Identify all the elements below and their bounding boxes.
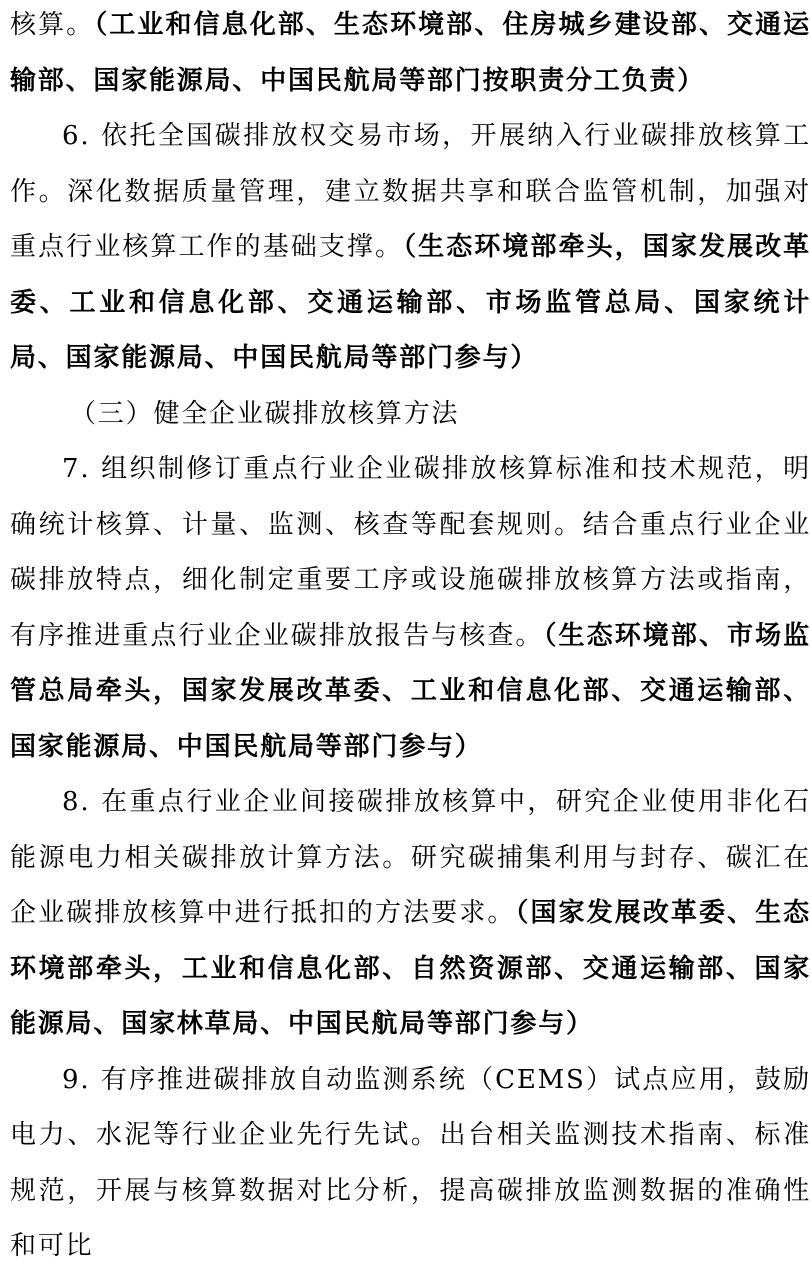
paragraph-responsibility: （国家发展改革委、生态环境部牵头，工业和信息化部、自然资源部、交通运输部、国家能源局、国家林草局、中国民航局等部门参与） bbox=[10, 898, 811, 1039]
paragraph-text: 核算。 bbox=[10, 10, 95, 40]
paragraph-text: 7. 组织制修订重点行业企业碳排放核算标准和技术规范，明确统计核算、计量、监测、核查等配套规则。结合重点行业企业碳排放特点，细化制定重要工序或设施碳排放核算方法或指南，有序推进重点行业企业碳排放报告与核查。 bbox=[10, 454, 811, 651]
paragraph-continuation bbox=[10, 0, 811, 109]
paragraph-item-8 bbox=[10, 775, 811, 1053]
paragraph-responsibility: （工业和信息化部、生态环境部、住房城乡建设部、交通运输部、国家能源局、中国民航局等部门按职责分工负责） bbox=[10, 10, 811, 96]
paragraph-text: 8. 在重点行业企业间接碳排放核算中，研究企业使用非化石能源电力相关碳排放计算方法。研究碳捕集利用与封存、碳汇在企业碳排放核算中进行抵扣的方法要求。 bbox=[10, 787, 811, 928]
paragraph-text: 6. 依托全国碳排放权交易市场，开展纳入行业碳排放核算工作。深化数据质量管理，建立数据共享和联合监管机制，加强对重点行业核算工作的基础支撑。 bbox=[10, 121, 811, 262]
paragraph-responsibility: （生态环境部、市场监管总局牵头，国家发展改革委、工业和信息化部、交通运输部、国家能源局、中国民航局等部门参与） bbox=[10, 620, 811, 762]
paragraph-item-9 bbox=[10, 1053, 811, 1275]
section-heading: （三）健全企业碳排放核算方法 bbox=[70, 398, 460, 429]
paragraph-item-7 bbox=[10, 442, 811, 775]
paragraph-responsibility: （生态环境部牵头，国家发展改革委、工业和信息化部、交通运输部、市场监管总局、国家统计局、国家能源局、中国民航局等部门参与） bbox=[10, 232, 811, 373]
paragraph-item-6 bbox=[10, 109, 811, 387]
paragraph-text: 9. 有序推进碳排放自动监测系统（CEMS）试点应用，鼓励电力、水泥等行业企业先行先试。出台相关监测技术指南、标准规范，开展与核算数据对比分析，提高碳排放监测数据的准确性和可比 bbox=[10, 1064, 811, 1261]
